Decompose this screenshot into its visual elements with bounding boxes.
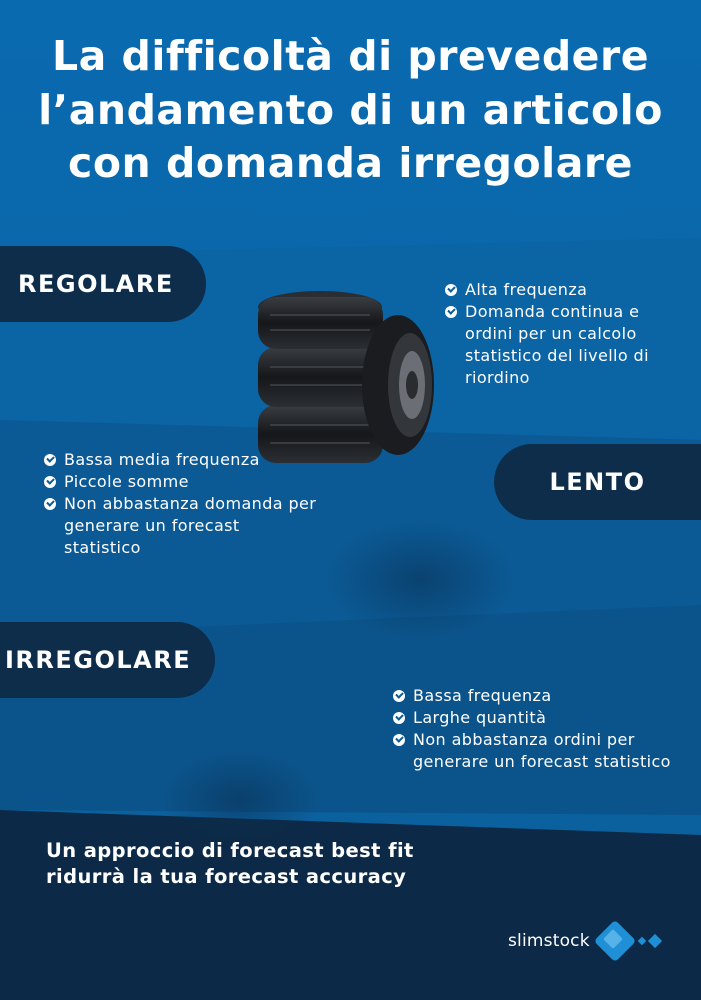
label-regolare-text: REGOLARE [18,270,174,298]
check-icon [44,454,56,466]
check-icon [445,284,457,296]
label-regolare [0,246,206,322]
diamond-logo-icon [592,918,672,966]
irregolare-features [393,685,678,773]
tyre-stack-image [250,285,440,470]
check-icon [44,498,56,510]
lento-features [44,449,319,559]
label-lento-text: LENTO [549,468,646,496]
page-title: La difficoltà di prevedere l’andamento di un articolo con domanda irregolare [38,32,663,188]
check-icon [393,734,405,746]
label-lento [494,444,701,520]
list-item: Piccole somme [44,471,319,493]
label-irregolare-text: IRREGOLARE [5,646,192,674]
check-icon [44,476,56,488]
regolare-features [445,279,685,389]
list-item: Alta frequenza [445,279,685,301]
check-icon [393,712,405,724]
list-item: Larghe quantità [393,707,678,729]
list-item: Domanda continua e ordini per un calcolo statistico del livello di riordino [445,301,685,389]
slimstock-logo [508,918,678,966]
check-icon [393,690,405,702]
label-irregolare [0,622,215,698]
list-item: Bassa frequenza [393,685,678,707]
list-item: Non abbastanza ordini per generare un forecast statistico [393,729,678,773]
list-item: Bassa media frequenza [44,449,319,471]
closing-statement: Un approccio di forecast best fit ridurrà la tua forecast accuracy [46,839,414,888]
check-icon [445,306,457,318]
list-item: Non abbastanza domanda per generare un forecast statistico [44,493,319,559]
brand-name: slimstock [508,931,590,951]
